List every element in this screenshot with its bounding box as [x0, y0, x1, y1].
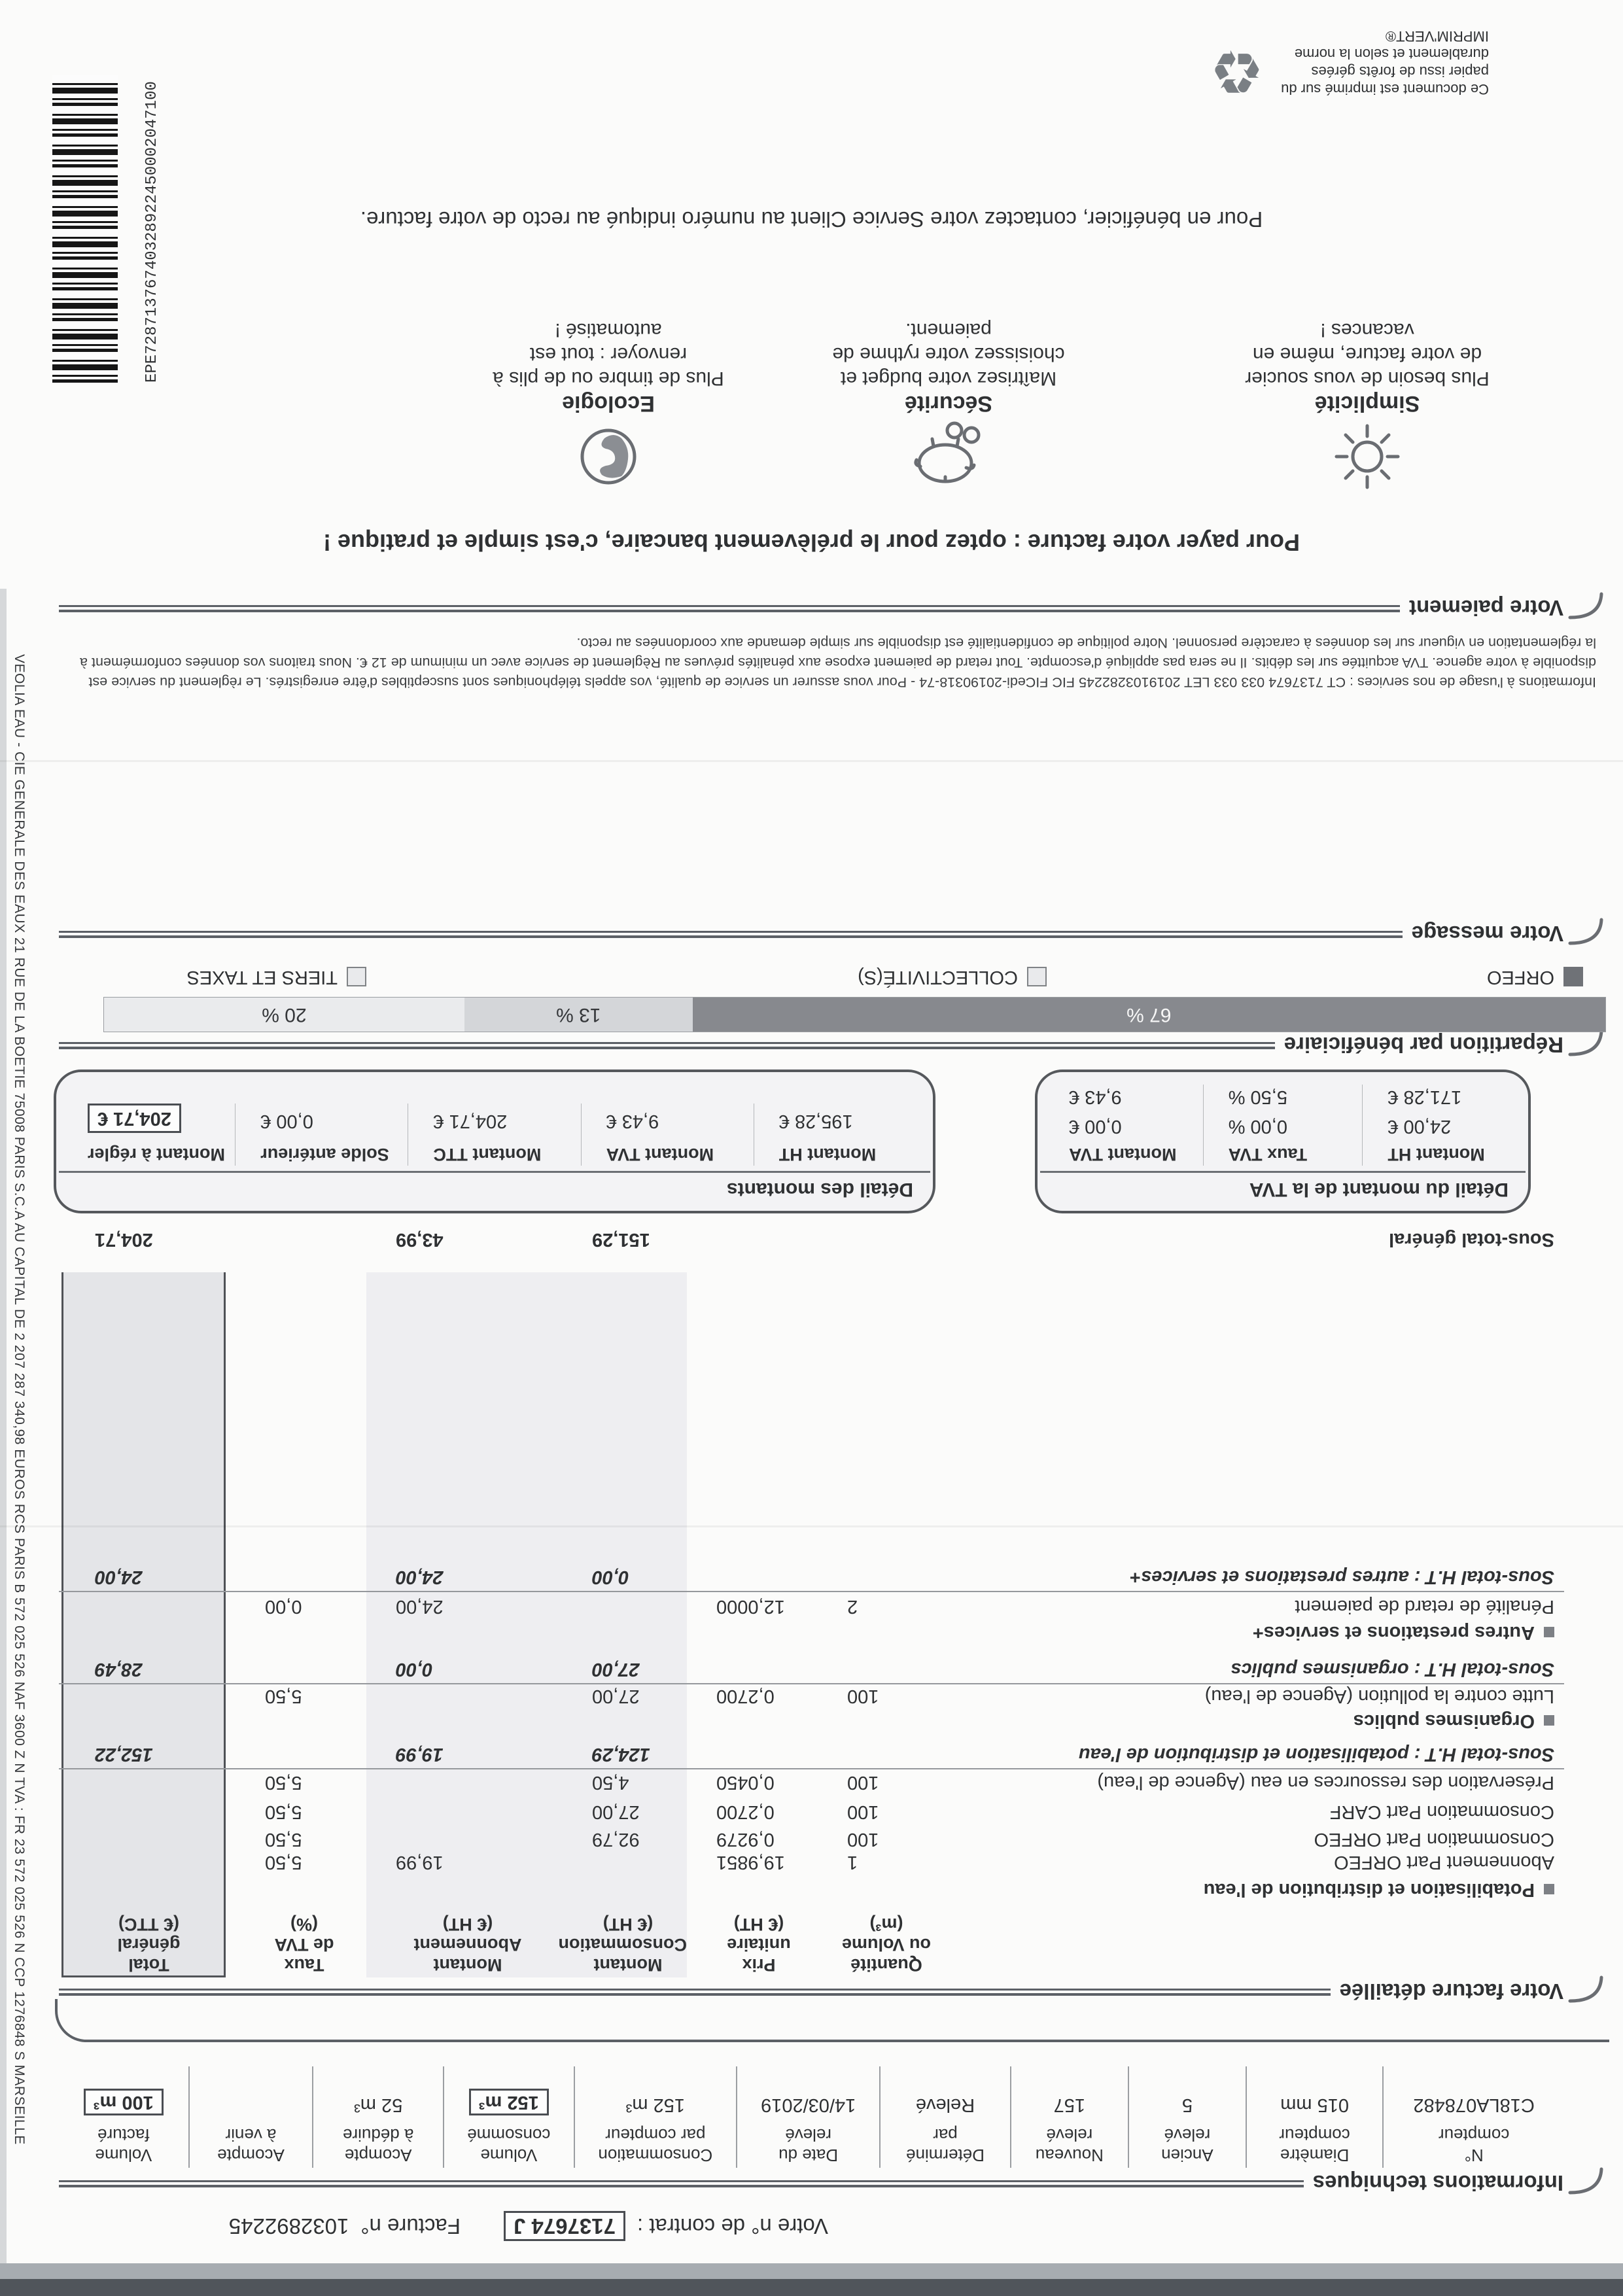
benefit-line: paiement.	[905, 319, 992, 341]
vat-value: 5,50 %	[1228, 1087, 1287, 1107]
vat-box-columns	[1038, 1085, 1528, 1171]
detail-row-item	[65, 1593, 1564, 1619]
amount-value: 195,28 €	[778, 1111, 853, 1132]
section-rule	[59, 1989, 1331, 1996]
benefit-line: choisissez votre rythme de	[832, 343, 1065, 365]
technical-info-label	[1387, 2125, 1560, 2165]
detail-row-subtotal	[65, 1563, 1564, 1590]
amount-column	[63, 1104, 236, 1166]
detail-row-group	[65, 1876, 1564, 1902]
cell-vat: 5,50	[265, 1686, 302, 1707]
legend-square-icon	[347, 967, 366, 987]
globe-icon	[438, 420, 778, 493]
cell-conso: 27,00	[592, 1659, 640, 1680]
detail-row-item	[65, 1826, 1564, 1852]
benefit-line: de votre facture, même en	[1252, 343, 1482, 365]
recycle-icon: ♻	[1210, 37, 1265, 104]
label-line: N°	[1464, 2146, 1484, 2165]
detailed-invoice-table	[59, 1272, 1564, 1977]
technical-info-label	[1015, 2125, 1124, 2165]
benefit-line: automatisé !	[555, 319, 662, 341]
square-bullet-icon	[1544, 1884, 1554, 1894]
contract-number: 7137674 J	[504, 2211, 625, 2241]
legend-item	[1487, 966, 1583, 988]
header-line: unitaire	[727, 1935, 791, 1955]
benefit-ecologie	[438, 318, 778, 493]
technical-info-value: Relevé	[915, 2095, 975, 2115]
label-line: relevé	[1164, 2125, 1211, 2145]
label-line: compteur	[1279, 2125, 1350, 2145]
technical-info-label	[448, 2125, 570, 2165]
fold-crease	[0, 1525, 1623, 1527]
vat-column	[1363, 1085, 1522, 1166]
legal-line: la réglementation en vigueur sur les données à caractère personnel. Notre politique de confidentialité est disponible sur simple demande aux coordonnées au recto.	[576, 635, 1596, 651]
technical-info-value: 5	[1181, 2095, 1193, 2115]
detail-row-item	[65, 1849, 1564, 1875]
cell-vat: 5,50	[265, 1852, 302, 1873]
detailed-invoice-title: Votre facture détaillée	[1339, 1979, 1563, 2004]
benefit-text	[1197, 318, 1537, 391]
invoice-label: Facture n°	[360, 2214, 461, 2238]
row-label: Pénalité de retard de paiement	[1295, 1596, 1554, 1617]
row-label: Lutte contre la pollution (Agence de l'eau)	[1204, 1686, 1554, 1707]
header-line: (€ HT)	[733, 1915, 784, 1934]
detail-row-subtotal	[65, 1656, 1564, 1682]
scan-edge-bottom	[0, 2279, 1623, 2296]
cell-conso: 0,00	[592, 1567, 629, 1588]
cell-abo: 0,00	[396, 1659, 433, 1680]
technical-info-column	[59, 2066, 190, 2168]
cell-vat: 5,50	[265, 1829, 302, 1850]
payment-headline: Pour payer votre facture : optez pour le prélèvement bancaire, c'est simple et pratique !	[323, 529, 1300, 556]
vat-value: 171,28 €	[1387, 1087, 1462, 1107]
header-line: général	[117, 1935, 181, 1955]
legend-name: ORFEO	[1486, 967, 1554, 988]
label-line: à déduire	[343, 2125, 414, 2145]
benefit-line: vacances !	[1320, 319, 1414, 341]
label-line: compteur	[1438, 2125, 1510, 2145]
subtotal-separator	[59, 1768, 1564, 1769]
payment-title: Votre paiement	[1409, 596, 1563, 620]
vat-value: 9,43 €	[1068, 1087, 1122, 1107]
vat-column	[1204, 1085, 1363, 1166]
section-message	[59, 917, 1609, 955]
technical-info-value: 52 m³	[354, 2095, 403, 2115]
boxed-value: 152 m³	[469, 2089, 549, 2115]
column-header-price	[693, 1914, 824, 1975]
label-line: Volume	[95, 2146, 152, 2165]
vat-column-header: Montant HT	[1387, 1145, 1485, 1164]
barcode	[52, 75, 118, 383]
label-line: Volume	[480, 2146, 538, 2165]
vat-detail-box	[1035, 1070, 1531, 1213]
amount-column	[582, 1104, 754, 1166]
row-label: Préservation des ressources en eau (Agence de l'eau)	[1097, 1772, 1554, 1793]
square-bullet-icon	[1544, 1715, 1554, 1726]
eco-line: IMPRIM'VERT®	[1385, 28, 1489, 44]
message-title: Votre message	[1411, 922, 1563, 946]
label-line: relevé	[785, 2125, 832, 2145]
benefit-title: Simplicité	[1314, 391, 1420, 416]
row-label: Consommation Part ORFEO	[1314, 1829, 1554, 1850]
row-label: Sous-total H.T : autres prestations et services+	[1130, 1567, 1554, 1588]
technical-info-value	[448, 2089, 570, 2115]
contract-line	[56, 2211, 828, 2241]
subtotal-separator	[59, 1591, 1564, 1592]
section-payment	[59, 591, 1609, 629]
fold-crease	[0, 760, 1623, 762]
section-rule	[59, 1042, 1275, 1049]
section-rule	[59, 605, 1400, 612]
cell-price: 19,9851	[716, 1852, 785, 1873]
cell-vat: 5,50	[265, 1801, 302, 1822]
amount-column	[754, 1104, 926, 1166]
detail-row-group	[65, 1707, 1564, 1733]
label-line: Déterminé	[906, 2146, 985, 2165]
vat-column-header: Taux TVA	[1228, 1145, 1308, 1164]
technical-info-column	[881, 2066, 1011, 2168]
amount-label: Montant TVA	[606, 1145, 714, 1164]
label-line: par	[933, 2125, 958, 2145]
benefit-line: Maîtrisez votre budget et	[840, 368, 1057, 389]
legend-name: TIERS ET TAXES	[186, 967, 338, 988]
detail-row-item	[65, 1682, 1564, 1709]
technical-info-column	[737, 2066, 881, 2168]
cell-qty: 2	[847, 1596, 858, 1617]
cell-conso: 27,00	[592, 1801, 640, 1822]
row-label: Consommation Part CARF	[1329, 1801, 1554, 1822]
label-line: consommé	[467, 2125, 551, 2145]
amount-value: 0,00 €	[260, 1111, 313, 1132]
technical-info-column	[1247, 2066, 1384, 2168]
section-detailed-invoice	[59, 1975, 1609, 2013]
header-line: Montant	[433, 1955, 502, 1975]
benefit-title: Sécurité	[904, 391, 993, 416]
cell-abo: 24,00	[396, 1567, 444, 1588]
amount-column	[408, 1104, 581, 1166]
sun-icon	[1197, 420, 1537, 493]
technical-info-table	[59, 2066, 1564, 2168]
cell-total: 24,00	[95, 1567, 143, 1588]
technical-info-label	[63, 2125, 184, 2165]
benefit-line: Plus de timbre ou de plis à	[493, 368, 724, 389]
cell-price: 0,0450	[716, 1772, 775, 1793]
section-hook-icon	[1567, 2166, 1609, 2200]
cell-qty: 100	[847, 1801, 879, 1822]
cell-total: 28,49	[95, 1659, 143, 1680]
technical-info-column	[1384, 2066, 1564, 2168]
subtotal-general-conso: 151,29	[592, 1229, 650, 1250]
amount-column	[236, 1104, 408, 1166]
detail-row-subtotal	[65, 1741, 1564, 1767]
subtotal-general-total: 204,71	[95, 1229, 153, 1250]
cell-price: 12,0000	[716, 1596, 785, 1617]
cell-price: 0,9279	[716, 1829, 775, 1850]
label-line: à venir	[225, 2125, 277, 2145]
eco-line: Ce document est imprimé sur du	[1281, 81, 1489, 97]
section-hook-icon	[1567, 917, 1609, 951]
technical-info-column	[190, 2066, 314, 2168]
header-line: (€ HT)	[442, 1915, 493, 1934]
technical-info-label	[317, 2125, 439, 2165]
legal-line: Informations à l'usage de nos services : CT 7137674 033 033 LET 2019103282245 FIC FICedi-20190318-74 - Pour vous assurer un service de qualité, vos appels téléphoniques sont susceptibles d'être enregistrés. Le règlement du service est	[88, 674, 1596, 690]
cell-conso: 4,50	[592, 1772, 629, 1793]
piggy-bank-icon	[778, 420, 1119, 493]
technical-info-value: 015 mm	[1280, 2095, 1349, 2115]
cell-abo: 24,00	[396, 1596, 444, 1617]
legend-square-filled-icon	[1563, 967, 1583, 987]
cell-qty: 100	[847, 1686, 879, 1707]
section-rule	[59, 2180, 1304, 2187]
boxed-value: 100 m³	[84, 2089, 164, 2115]
barcode-number: EPE72871376740328922450002047100	[143, 81, 161, 383]
amounts-box-title: Détail des montants	[726, 1179, 913, 1200]
company-legal-vertical: VEOLIA EAU - CIE GENERALE DES EAUX 21 RUE DE LA BOETIE 75008 PARIS S.C.A AU CAPITAL DE 2 207 287 340,98 EUROS RCS PARIS B 572 025 526 NAF 3600 Z N TVA : FR 23 572 025 526 N CCP 1276848 S MARSEILLE	[12, 654, 27, 2145]
scan-edge-left	[0, 589, 7, 2276]
label-line: Acompte	[217, 2146, 285, 2165]
technical-info-label	[1251, 2125, 1378, 2165]
cell-qty: 100	[847, 1772, 879, 1793]
cell-conso: 92,79	[592, 1829, 640, 1850]
label-line: Nouveau	[1035, 2146, 1104, 2165]
header-line: Consommation	[558, 1935, 687, 1955]
vat-value: 0,00 %	[1228, 1116, 1287, 1137]
header-line: Montant	[593, 1955, 663, 1975]
cell-price: 0,2700	[716, 1801, 775, 1822]
scan-edge-shadow	[0, 2263, 1623, 2279]
label-line: relevé	[1046, 2125, 1093, 2145]
technical-info-column	[313, 2066, 444, 2168]
header-line: Abonnement	[413, 1935, 522, 1955]
eco-footer	[1210, 27, 1489, 104]
technical-info-value	[63, 2089, 184, 2115]
detail-row-item	[65, 1798, 1564, 1824]
technical-info-label	[1133, 2125, 1242, 2165]
label-line: Date du	[778, 2146, 839, 2165]
label-line: Ancien	[1161, 2146, 1213, 2165]
benefit-line: Plus besoin de vous soucier	[1245, 368, 1490, 389]
cell-total: 152,22	[95, 1744, 153, 1765]
amount-value	[88, 1104, 235, 1133]
subtotal-general-label: Sous-total général	[1389, 1229, 1554, 1250]
label-line: par compteur	[605, 2125, 706, 2145]
cell-abo: 19,99	[396, 1744, 444, 1765]
amount-label: Montant TTC	[433, 1145, 542, 1164]
vat-value: 0,00 €	[1068, 1116, 1122, 1137]
legend-name: COLLECTIVITÉ(S)	[858, 967, 1018, 988]
cell-conso: 124,29	[592, 1744, 650, 1765]
cell-price: 0,2700	[716, 1686, 775, 1707]
detail-row-group	[65, 1619, 1564, 1645]
section-technical-info	[59, 2166, 1609, 2204]
square-bullet-icon	[1544, 1627, 1554, 1637]
technical-info-column	[444, 2066, 575, 2168]
section-rule	[59, 931, 1403, 938]
vat-column-header: Montant TVA	[1068, 1145, 1177, 1164]
header-line: (€ TTC)	[118, 1915, 179, 1934]
benefit-securite	[778, 318, 1119, 493]
row-label: Sous-total H.T : potabilisation et distribution de l'eau	[1078, 1744, 1554, 1765]
header-line: (m³)	[869, 1915, 903, 1934]
row-label: Abonnement Part ORFEO	[1334, 1852, 1554, 1873]
bar-segment: 20 %	[104, 998, 464, 1032]
amount-to-pay-boxed: 204,71 €	[88, 1104, 181, 1133]
amount-label: Solde antérieur	[260, 1145, 389, 1164]
vat-value: 24,00 €	[1387, 1116, 1452, 1137]
amount-value: 9,43 €	[606, 1111, 659, 1132]
legend-item	[187, 966, 366, 988]
header-line: (%)	[290, 1915, 318, 1934]
vat-box-title: Détail du montant de la TVA	[1249, 1179, 1509, 1200]
technical-info-value: 157	[1053, 2095, 1086, 2115]
section-distribution	[59, 1028, 1609, 1066]
legend-item	[858, 966, 1047, 988]
row-label: Autres prestations et services+	[952, 1620, 1554, 1645]
technical-info-label	[884, 2125, 1006, 2165]
amount-label: Montant à régler	[87, 1145, 226, 1164]
benefit-text	[438, 318, 778, 391]
technical-info-column	[575, 2066, 737, 2168]
legal-small-print	[52, 633, 1596, 692]
header-line: (€ HT)	[602, 1915, 654, 1934]
section-hook-icon	[1567, 1975, 1609, 2009]
technical-info-title: Informations techniques	[1312, 2171, 1563, 2195]
invoice-number: 1032892245	[228, 2214, 349, 2238]
payment-cta-note: Pour en bénéficier, contactez votre Service Client au numéro indiqué au recto de votre facture.	[360, 207, 1263, 232]
header-line: Taux	[284, 1955, 324, 1975]
header-line: Total	[128, 1955, 169, 1975]
row-label: Potabilisation et distribution de l'eau	[952, 1877, 1554, 1902]
cell-qty: 1	[847, 1852, 858, 1873]
technical-info-column	[1129, 2066, 1247, 2168]
divider	[59, 1171, 930, 1173]
column-header-total	[72, 1914, 226, 1975]
divider	[1040, 1171, 1526, 1173]
technical-info-label	[741, 2125, 875, 2165]
column-header-vat	[242, 1914, 366, 1975]
legal-line: disponible à votre agence. TVA acquittée sur les débits. Il ne sera pas appliqué d'escompte. Tout retard de paiement expose aux pénalités prévues au Règlement de service avec un minimum de 12 €. Nous traitons vos données conformément à	[80, 655, 1596, 670]
label-line: facturé	[97, 2125, 150, 2145]
column-header-qty	[824, 1914, 949, 1975]
technical-info-value: 152 m³	[625, 2095, 685, 2115]
vat-column	[1044, 1085, 1204, 1166]
benefit-title: Ecologie	[562, 391, 655, 416]
amount-value: 204,71 €	[433, 1111, 508, 1132]
cell-vat: 5,50	[265, 1772, 302, 1793]
eco-line: papier issu de forêts gérées	[1311, 63, 1489, 80]
technical-info-value: C18LA078482	[1413, 2095, 1535, 2115]
distribution-title: Répartition par bénéficiaire	[1283, 1033, 1563, 1057]
benefit-simplicite	[1197, 318, 1537, 493]
header-line: de TVA	[274, 1935, 334, 1955]
row-label: Sous-total H.T : organismes publics	[1230, 1659, 1554, 1680]
technical-info-label	[579, 2125, 732, 2165]
label-line: Consommation	[598, 2146, 713, 2165]
cell-abo: 19,99	[396, 1852, 444, 1873]
cell-qty: 100	[847, 1829, 879, 1850]
eco-line: durablement et selon la norme	[1294, 46, 1489, 62]
bar-segment: 13 %	[464, 998, 693, 1032]
amount-label: Montant HT	[778, 1145, 877, 1164]
subtotal-general-abo: 43,99	[396, 1229, 444, 1250]
legend-square-icon	[1027, 967, 1047, 987]
header-line: Prix	[742, 1955, 776, 1975]
column-header-abo	[373, 1914, 563, 1975]
benefit-line: renvoyer : tout est	[529, 343, 688, 365]
contract-label: Votre n° de contrat :	[637, 2214, 828, 2238]
section-hook-icon	[1567, 591, 1609, 625]
header-line: ou Volume	[842, 1935, 932, 1955]
column-header-conso	[558, 1914, 687, 1975]
detail-row-item	[65, 1769, 1564, 1795]
benefit-text	[778, 318, 1119, 391]
row-label: Organismes publics	[952, 1709, 1554, 1733]
technical-info-column	[1011, 2066, 1129, 2168]
technical-info-label	[194, 2125, 309, 2165]
header-line: Quantité	[850, 1955, 922, 1975]
label-line: Acompte	[344, 2146, 412, 2165]
cell-vat: 0,00	[265, 1596, 302, 1617]
section-hook-icon	[1567, 1028, 1609, 1062]
technical-info-value: 14/03/2019	[761, 2095, 856, 2115]
subtotal-separator	[59, 1683, 1564, 1684]
amounts-box-columns	[56, 1104, 933, 1171]
amounts-detail-box	[54, 1070, 935, 1213]
distribution-bar-chart	[103, 997, 1606, 1032]
label-line: Diamètre	[1280, 2146, 1350, 2165]
cell-conso: 27,00	[592, 1686, 640, 1707]
bar-segment: 67 %	[693, 998, 1605, 1032]
eco-footer-text	[1281, 27, 1489, 98]
